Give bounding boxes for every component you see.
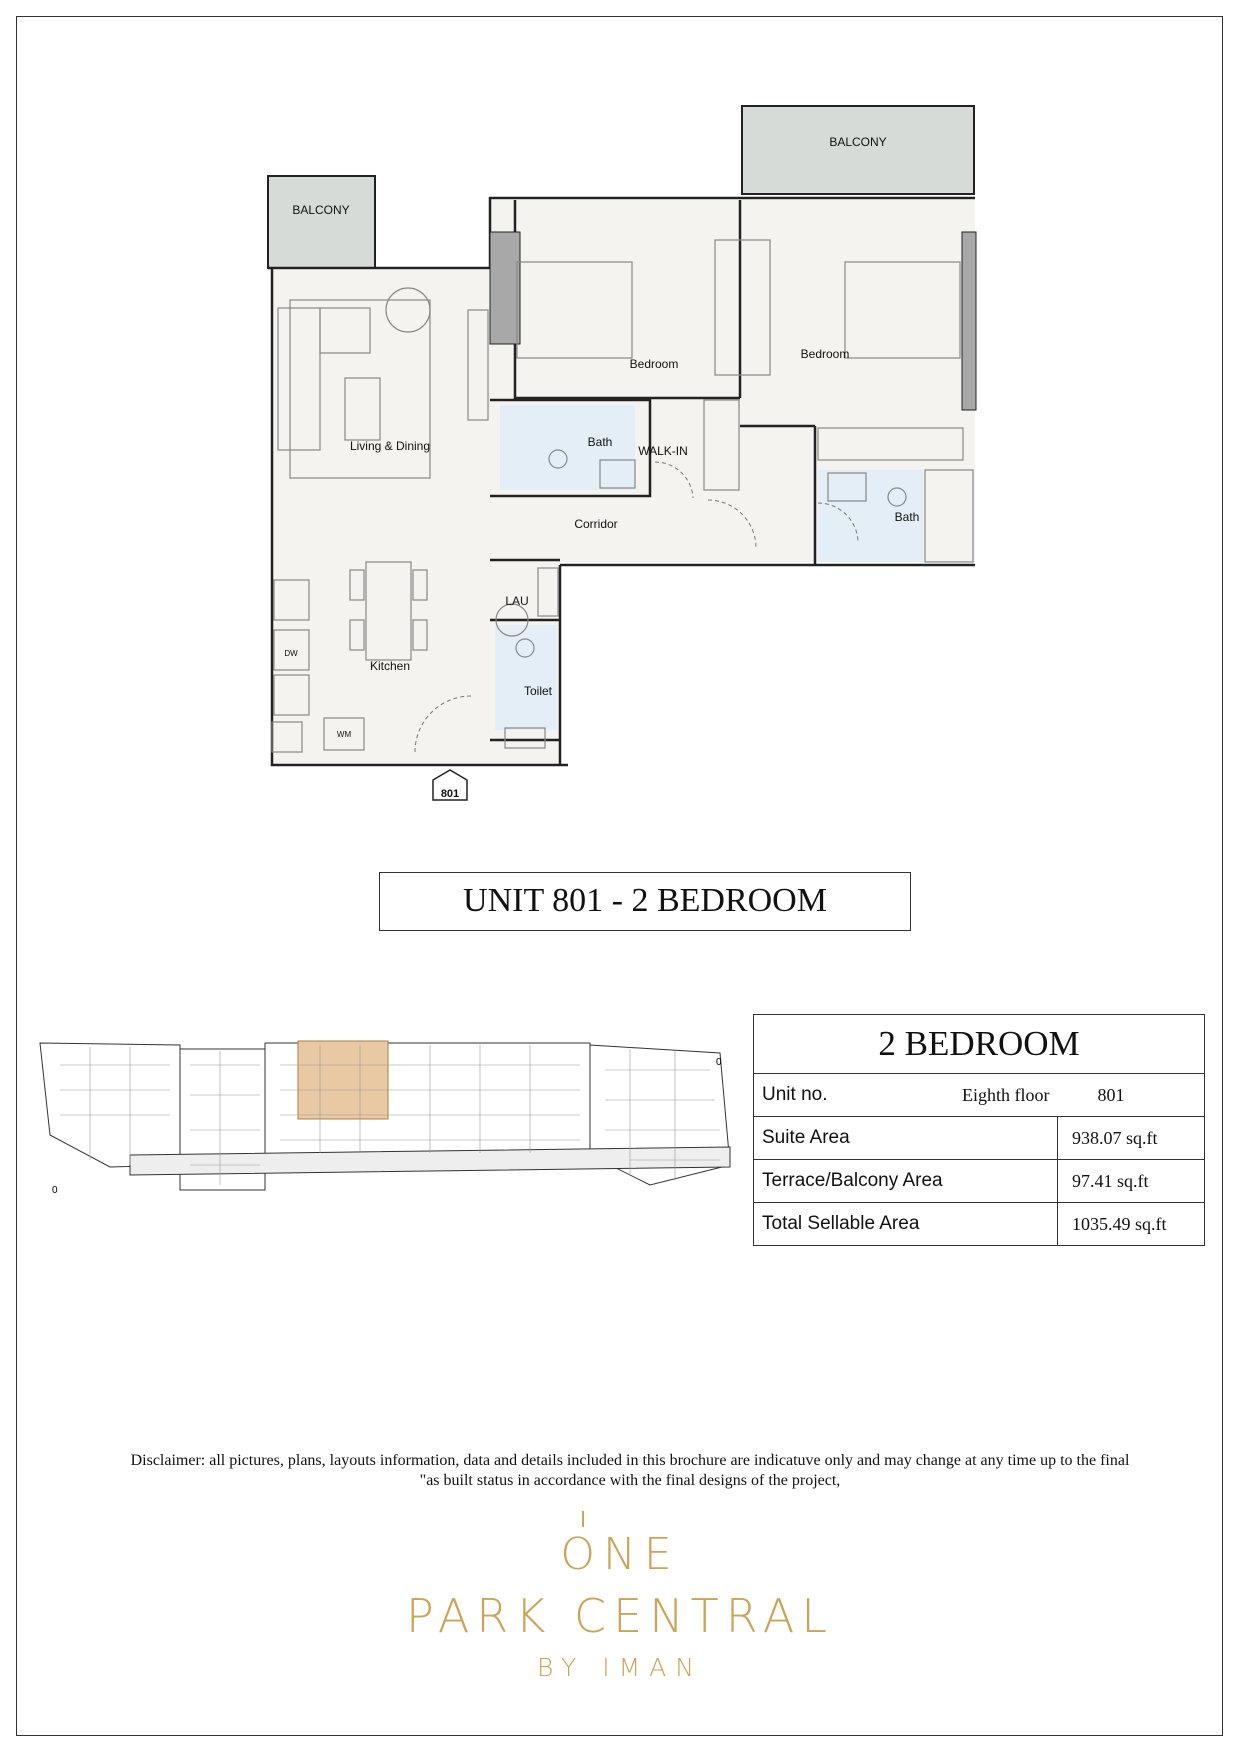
logo-o-mark: O	[560, 1525, 603, 1585]
corridor-label: Corridor	[574, 517, 618, 531]
disclaimer-line-1: Disclaimer: all pictures, plans, layouts information, data and details included in this brochure are indicatuve only and may change at any time up to the final	[130, 1452, 1130, 1469]
entrance-tag: 801	[440, 788, 460, 800]
unit-no-label: Unit no.	[754, 1074, 888, 1117]
floor-value: Eighth floor	[888, 1074, 1058, 1117]
toilet-label: Toilet	[523, 684, 553, 698]
column	[962, 232, 976, 410]
balcony-right	[742, 106, 974, 194]
spec-heading: 2 BEDROOM	[754, 1015, 1205, 1074]
kitchen-label: Kitchen	[369, 659, 411, 673]
dw-label: DW	[284, 649, 298, 658]
key-plan	[30, 1035, 735, 1215]
keyplan-marker-right: 0	[716, 1057, 722, 1068]
logo-line-3: BY IMAN	[537, 1653, 703, 1682]
logo-line-1-rest: NE	[602, 1529, 680, 1580]
column	[490, 232, 520, 344]
highlighted-unit	[298, 1041, 388, 1119]
suite-area-value: 938.07 sq.ft	[1057, 1117, 1204, 1160]
walk-in-label: WALK-IN	[638, 444, 688, 458]
wm-label: WM	[336, 730, 352, 739]
unit-title: UNIT 801 - 2 BEDROOM	[379, 872, 911, 931]
balcony-left-label: BALCONY	[292, 203, 350, 217]
toilet-floor	[495, 625, 557, 730]
bedroom-1-label: Bedroom	[629, 357, 679, 371]
suite-area-label: Suite Area	[754, 1117, 1058, 1160]
brand-logo	[300, 1525, 940, 1689]
balcony-left	[268, 176, 375, 268]
bath-2-label: Bath	[894, 510, 920, 524]
bedroom-2-label: Bedroom	[800, 347, 850, 361]
total-area-value: 1035.49 sq.ft	[1057, 1203, 1204, 1246]
disclaimer	[70, 1451, 1190, 1491]
spec-table	[753, 1014, 1205, 1246]
balcony-right-label: BALCONY	[829, 135, 887, 149]
keyplan-marker-left: 0	[52, 1185, 58, 1196]
logo-line-2: PARK CENTRAL	[406, 1589, 834, 1643]
disclaimer-line-2: "as built status in accordance with the final designs of the project,	[419, 1472, 841, 1489]
logo-line-1	[300, 1525, 940, 1585]
living-dining-label: Living & Dining	[349, 439, 431, 453]
unit-no-value: 801	[1057, 1074, 1204, 1117]
bath-1-label: Bath	[587, 435, 613, 449]
lau-label: LAU	[505, 594, 529, 608]
balcony-area-label: Terrace/Balcony Area	[754, 1160, 1058, 1203]
total-area-label: Total Sellable Area	[754, 1203, 1058, 1246]
balcony-area-value: 97.41 sq.ft	[1057, 1160, 1204, 1203]
bath-1-floor	[500, 405, 635, 490]
entrance-marker	[433, 770, 467, 800]
floor-plan	[260, 100, 980, 810]
